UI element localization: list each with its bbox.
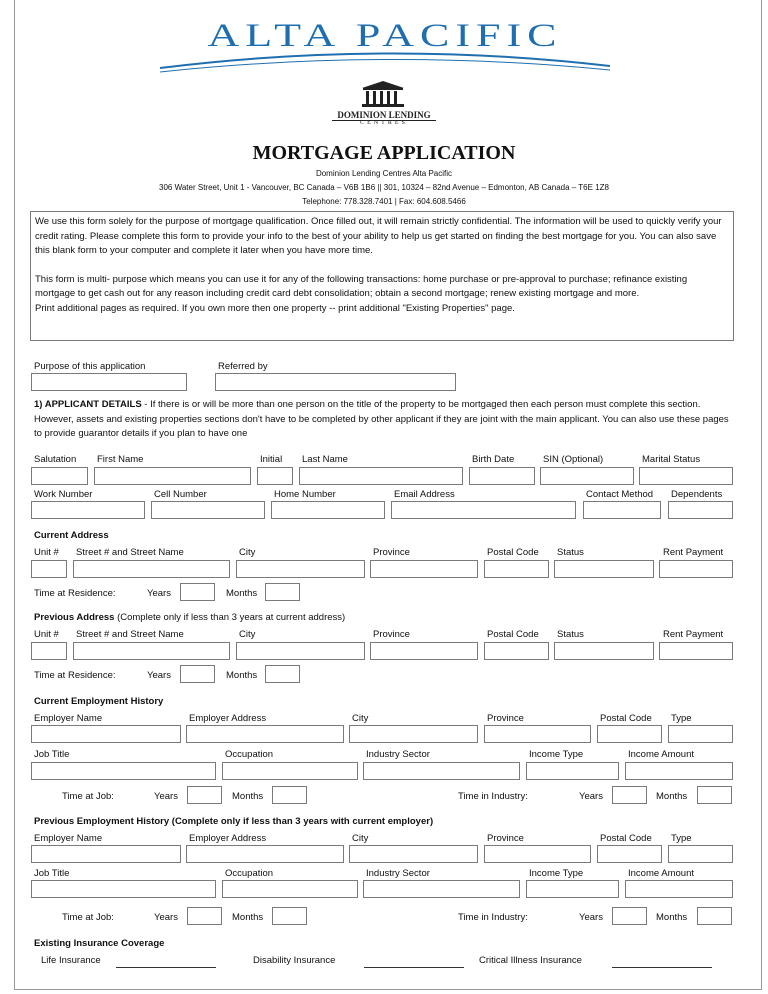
work-number-label: Work Number <box>34 489 93 500</box>
prev-emp-type-label: Type <box>671 833 692 844</box>
prev-residence-years-label: Years <box>147 670 171 681</box>
prev-rent-payment-label: Rent Payment <box>663 629 724 640</box>
prev-income-amount-label: Income Amount <box>628 868 695 879</box>
initial-label: Initial <box>260 454 283 465</box>
prev-emp-province-label: Province <box>487 833 524 844</box>
industry-months-input[interactable] <box>697 786 732 804</box>
logo-text: ALTA PACIFIC <box>207 16 563 54</box>
emp-type-input[interactable] <box>668 725 733 743</box>
prev-employer-address-label: Employer Address <box>189 833 267 844</box>
prev-emp-city-input[interactable] <box>349 845 478 863</box>
prev-unit-input[interactable] <box>31 642 67 660</box>
company-contact: Telephone: 778.328.7401 | Fax: 604.608.5466 <box>302 197 466 206</box>
intro-box <box>30 211 734 341</box>
prev-status-label: Status <box>557 629 584 640</box>
prev-rent-payment-input[interactable] <box>659 642 733 660</box>
residence-years-input[interactable] <box>180 583 215 601</box>
employer-address-input[interactable] <box>186 725 344 743</box>
status-label: Status <box>557 547 584 558</box>
critical-illness-line[interactable] <box>612 967 712 968</box>
prev-income-type-input[interactable] <box>526 880 619 898</box>
job-title-label: Job Title <box>34 749 70 760</box>
province-input[interactable] <box>370 560 478 578</box>
applicant-desc-text: - If there is or will be more than one person on the title of the property to be mortgaged then each person must complete this section. However, assets and existing properties sections don't have to be completed by other applicant if they are joint with the main applicant. You can also use these pages to provide guarantor details if you plan to have one <box>34 399 729 440</box>
dependents-input[interactable] <box>668 501 733 519</box>
purpose-label: Purpose of this application <box>34 361 146 372</box>
previous-address-note: (Complete only if less than 3 years at current address) <box>114 612 346 623</box>
prev-income-amount-input[interactable] <box>625 880 733 898</box>
emp-type-label: Type <box>671 713 692 724</box>
emp-province-input[interactable] <box>484 725 591 743</box>
applicant-description <box>34 398 734 442</box>
residence-months-label: Months <box>226 588 258 599</box>
salutation-input[interactable] <box>31 467 88 485</box>
industry-years-label: Years <box>579 791 603 802</box>
unit-input[interactable] <box>31 560 67 578</box>
page-title: MORTGAGE APPLICATION <box>252 142 516 164</box>
prev-emp-postal-code-label: Postal Code <box>600 833 652 844</box>
street-label: Street # and Street Name <box>76 547 184 558</box>
prev-city-label: City <box>239 629 256 640</box>
city-input[interactable] <box>236 560 365 578</box>
prev-job-months-input[interactable] <box>272 907 307 925</box>
employer-address-label: Employer Address <box>189 713 267 724</box>
income-type-label: Income Type <box>529 749 584 760</box>
occupation-label: Occupation <box>225 749 274 760</box>
current-address-heading: Current Address <box>34 530 109 541</box>
status-input[interactable] <box>554 560 654 578</box>
residence-months-input[interactable] <box>265 583 300 601</box>
employer-name-input[interactable] <box>31 725 181 743</box>
employer-name-label: Employer Name <box>34 713 103 724</box>
intro-paragraph-1: We use this form solely for the purpose of mortgage qualification. Once filled out, it will remain strictly confidential. The information will be used to quickly verify your credit rating. Please complete this form to provide your info to the best of your ability to help us get started on finding the best mortgage for you. You can also save this blank form to your computer and complete it later when you have more time. <box>35 216 722 257</box>
rent-payment-label: Rent Payment <box>663 547 724 558</box>
dependents-label: Dependents <box>671 489 723 500</box>
work-number-input[interactable] <box>31 501 145 519</box>
email-input[interactable] <box>391 501 576 519</box>
prev-street-input[interactable] <box>73 642 230 660</box>
street-input[interactable] <box>73 560 230 578</box>
job-months-label: Months <box>232 791 264 802</box>
initial-input[interactable] <box>257 467 293 485</box>
postal-code-label: Postal Code <box>487 547 539 558</box>
prev-postal-code-input[interactable] <box>484 642 549 660</box>
life-insurance-label: Life Insurance <box>41 955 101 966</box>
salutation-label: Salutation <box>34 454 77 465</box>
prev-postal-code-label: Postal Code <box>487 629 539 640</box>
prev-residence-months-input[interactable] <box>265 665 300 683</box>
prev-job-months-label: Months <box>232 912 264 923</box>
sub-logo-line1: DOMINION LENDING <box>337 110 431 120</box>
prev-street-label: Street # and Street Name <box>76 629 184 640</box>
current-employment-heading: Current Employment History <box>34 696 164 707</box>
income-type-input[interactable] <box>526 762 619 780</box>
time-at-residence-label: Time at Residence: <box>34 588 116 599</box>
prev-job-title-input[interactable] <box>31 880 216 898</box>
time-at-job-label: Time at Job: <box>62 791 114 802</box>
income-amount-input[interactable] <box>625 762 733 780</box>
prev-status-input[interactable] <box>554 642 654 660</box>
prev-residence-months-label: Months <box>226 670 258 681</box>
prev-time-in-industry-label: Time in Industry: <box>458 912 528 923</box>
prev-employer-address-input[interactable] <box>186 845 344 863</box>
industry-years-input[interactable] <box>612 786 647 804</box>
prev-industry-months-label: Months <box>656 912 688 923</box>
company-name: Dominion Lending Centres Alta Pacific <box>315 169 453 178</box>
income-amount-label: Income Amount <box>628 749 695 760</box>
referred-label: Referred by <box>218 361 268 372</box>
prev-industry-sector-label: Industry Sector <box>366 868 430 879</box>
disability-insurance-line[interactable] <box>364 967 464 968</box>
prev-emp-city-label: City <box>352 833 369 844</box>
prev-time-at-job-label: Time at Job: <box>62 912 114 923</box>
prev-employer-name-input[interactable] <box>31 845 181 863</box>
marital-status-input[interactable] <box>639 467 733 485</box>
dominion-lending-logo <box>330 80 438 130</box>
previous-employment-heading: Previous Employment History (Complete only if less than 3 years with current employer) <box>34 816 434 827</box>
province-label: Province <box>373 547 410 558</box>
sub-logo-line2: CENTRES <box>360 120 408 126</box>
industry-sector-label: Industry Sector <box>366 749 430 760</box>
previous-address-heading-row <box>34 612 345 623</box>
prev-city-input[interactable] <box>236 642 365 660</box>
applicant-heading: 1) APPLICANT DETAILS <box>34 399 142 410</box>
prev-emp-postal-code-input[interactable] <box>597 845 662 863</box>
intro-paragraph-2: This form is multi- purpose which means you can use it for any of the following transactions: home purchase or pre-approval to purchase; refinance existing mortgage to get cash out for any reason including credit card debt consolidation; obtain a second mortgage; renew existing mortgage and more. <box>35 273 688 300</box>
prev-emp-province-input[interactable] <box>484 845 591 863</box>
prev-industry-months-input[interactable] <box>697 907 732 925</box>
company-addresses: 306 Water Street, Unit 1 - Vancouver, BC Canada – V6B 1B6 || 301, 10324 – 82nd Avenue – Edmonton, AB Canada – T6E 1Z8 <box>159 183 609 192</box>
previous-address-heading: Previous Address <box>34 612 115 623</box>
prev-occupation-input[interactable] <box>222 880 358 898</box>
city-label: City <box>239 547 256 558</box>
critical-illness-label: Critical Illness Insurance <box>479 955 582 966</box>
first-name-input[interactable] <box>94 467 251 485</box>
home-number-input[interactable] <box>271 501 385 519</box>
prev-job-years-label: Years <box>154 912 178 923</box>
purpose-input[interactable] <box>31 373 187 391</box>
job-months-input[interactable] <box>272 786 307 804</box>
contact-method-input[interactable] <box>583 501 661 519</box>
prev-residence-years-input[interactable] <box>180 665 215 683</box>
prev-industry-years-label: Years <box>579 912 603 923</box>
job-years-label: Years <box>154 791 178 802</box>
rent-payment-input[interactable] <box>659 560 733 578</box>
job-years-input[interactable] <box>187 786 222 804</box>
occupation-input[interactable] <box>222 762 358 780</box>
prev-province-label: Province <box>373 629 410 640</box>
life-insurance-line[interactable] <box>116 967 216 968</box>
cell-number-input[interactable] <box>151 501 265 519</box>
building-columns-icon <box>360 80 406 108</box>
prev-income-type-label: Income Type <box>529 868 584 879</box>
birth-date-label: Birth Date <box>472 454 515 465</box>
email-label: Email Address <box>394 489 455 500</box>
prev-unit-label: Unit # <box>34 629 59 640</box>
prev-industry-sector-input[interactable] <box>363 880 520 898</box>
prev-time-at-residence-label: Time at Residence: <box>34 670 116 681</box>
emp-city-label: City <box>352 713 369 724</box>
sin-input[interactable] <box>540 467 634 485</box>
postal-code-input[interactable] <box>484 560 549 578</box>
prev-employer-name-label: Employer Name <box>34 833 103 844</box>
job-title-input[interactable] <box>31 762 216 780</box>
intro-paragraph-3: Print additional pages as required. If you own more then one property -- print additional "Existing Properties" page. <box>35 302 515 314</box>
alta-pacific-logo <box>150 16 620 80</box>
last-name-input[interactable] <box>299 467 463 485</box>
referred-input[interactable] <box>215 373 456 391</box>
prev-job-years-input[interactable] <box>187 907 222 925</box>
first-name-label: First Name <box>97 454 144 465</box>
prev-province-input[interactable] <box>370 642 478 660</box>
prev-emp-type-input[interactable] <box>668 845 733 863</box>
contact-method-label: Contact Method <box>586 489 654 500</box>
residence-years-label: Years <box>147 588 171 599</box>
prev-industry-years-input[interactable] <box>612 907 647 925</box>
emp-postal-code-input[interactable] <box>597 725 662 743</box>
home-number-label: Home Number <box>274 489 336 500</box>
sin-label: SIN (Optional) <box>543 454 604 465</box>
emp-province-label: Province <box>487 713 524 724</box>
last-name-label: Last Name <box>302 454 348 465</box>
industry-months-label: Months <box>656 791 688 802</box>
disability-insurance-label: Disability Insurance <box>253 955 336 966</box>
prev-job-title-label: Job Title <box>34 868 70 879</box>
time-in-industry-label: Time in Industry: <box>458 791 528 802</box>
unit-label: Unit # <box>34 547 59 558</box>
insurance-heading: Existing Insurance Coverage <box>34 938 165 949</box>
industry-sector-input[interactable] <box>363 762 520 780</box>
prev-occupation-label: Occupation <box>225 868 274 879</box>
marital-status-label: Marital Status <box>642 454 701 465</box>
cell-number-label: Cell Number <box>154 489 207 500</box>
birth-date-input[interactable] <box>469 467 535 485</box>
emp-city-input[interactable] <box>349 725 478 743</box>
emp-postal-code-label: Postal Code <box>600 713 652 724</box>
